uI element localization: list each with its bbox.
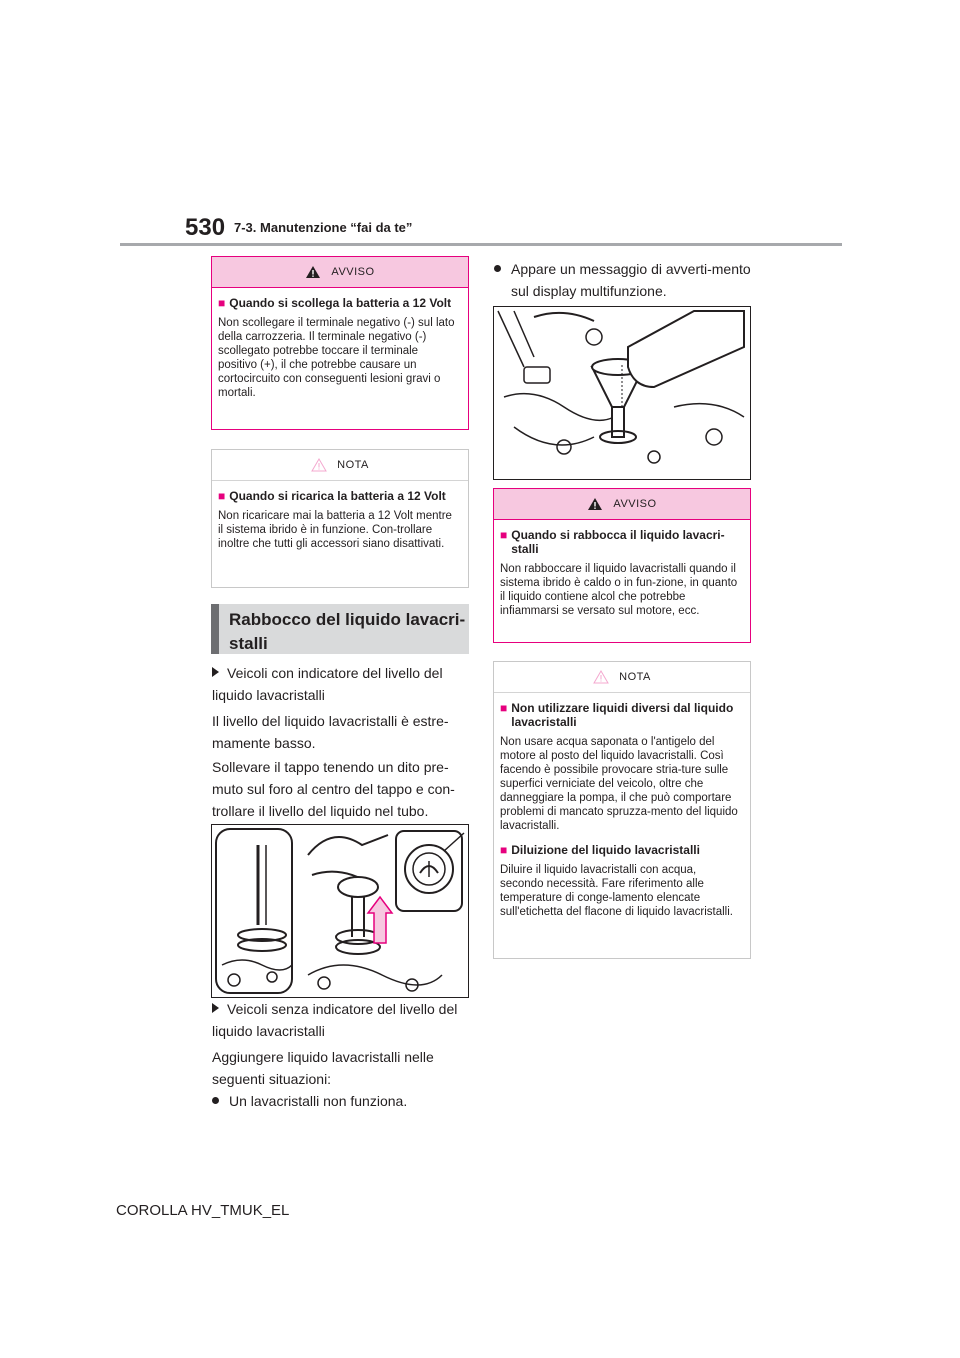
page-number: 530 (185, 214, 226, 241)
note-box-title: NOTA (337, 459, 369, 471)
note-box-subtitle-other-fluids: ■ Non utilizzare liquidi diversi dal liquido lavacristalli (500, 701, 734, 729)
arrow-icon (212, 667, 219, 677)
warning-box-title: AVVISO (613, 498, 657, 510)
bullet-washer-not-working-text: Un lavacristalli non funziona. (229, 1093, 408, 1109)
warning-box-text: Non rabboccare il liquido lavacristalli quando il sistema ibrido è caldo o in fun-zione, in quanto il liquido contiene alcol che potrebbe infiammarsi se versato sul motore, ecc. (500, 563, 738, 617)
bullet-warning-message-text: Appare un messaggio di avverti-mento sul display multifunzione. (511, 261, 751, 299)
warning-triangle-icon (305, 265, 321, 279)
section-heading-text: Rabbocco del liquido lavacri-stalli (229, 610, 466, 653)
note-box-fluid (493, 661, 751, 959)
warning-box-title: AVVISO (331, 266, 375, 278)
arrow-icon (212, 1003, 219, 1013)
item-without-indicator (212, 998, 472, 1042)
note-box-text-dilution: Diluire il liquido lavacristalli con acqua, secondo necessità. Fare riferimento alle temperature di conge-lamento elencate sull'etichetta del flacone di liquido lavacristalli. (500, 864, 733, 918)
note-box-header (494, 662, 750, 693)
note-box-header (212, 450, 468, 481)
paragraph-lift-cap: Sollevare il tappo tenendo un dito pre-muto sul foro al centro del tappo e con-trollare il livello del liquido nel tubo. (212, 759, 455, 819)
paragraph-level-low: Il livello del liquido lavacristalli è estre-mamente basso. (212, 713, 449, 751)
warning-box-battery-disconnect (211, 256, 469, 430)
warning-box-subtitle: ■ Quando si scollega la batteria a 12 Volt (218, 296, 452, 310)
caution-triangle-icon (593, 670, 609, 684)
caution-triangle-icon (311, 458, 327, 472)
note-box-text: Non ricaricare mai la batteria a 12 Volt mentre il sistema ibrido è in funzione. Con-trollare inoltre che tutti gli accessori siano disattivati. (218, 510, 452, 550)
item-with-indicator-text: Veicoli con indicatore del livello del liquido lavacristalli (212, 665, 443, 703)
paragraph-add-fluid: Aggiungere liquido lavacristalli nelle seguenti situazioni: (212, 1049, 434, 1087)
footer-model-code: COROLLA HV_TMUK_EL (116, 1202, 290, 1219)
warning-triangle-icon (587, 497, 603, 511)
warning-box-header (494, 489, 750, 520)
bullet-icon (212, 1097, 219, 1104)
note-box-battery-charge (211, 449, 469, 588)
washer-cap-illustration (212, 825, 468, 997)
note-box-title: NOTA (619, 671, 651, 683)
header-divider (120, 243, 842, 246)
section-title: 7-3. Manutenzione “fai da te” (234, 220, 413, 235)
bullet-washer-not-working (212, 1090, 472, 1112)
warning-box-text: Non scollegare il terminale negativo (-) sul lato della carrozzeria. Il terminale negativo (-) scollegato potrebbe toccare il terminale positivo (+), il che potrebbe causare un cortocircuito con conseguenti lesioni gravi o mortali. (218, 317, 455, 399)
bullet-warning-message (494, 258, 761, 302)
bullet-icon (494, 265, 501, 272)
item-without-indicator-text: Veicoli senza indicatore del livello del liquido lavacristalli (212, 1001, 458, 1039)
section-heading (211, 604, 469, 654)
note-box-text-other-fluids: Non usare acqua saponata o l'antigelo del motore al posto del liquido lavacristalli. Così facendo è possibile provocare stria-ture sulle superfici verniciate del veicolo, oltre che danneggiare la pompa, il che può comportare problemi di mancato spruzza-mento del liquido lavacristalli. (500, 736, 738, 832)
warning-box-subtitle: ■ Quando si rabbocca il liquido lavacri-stalli (500, 528, 725, 556)
pouring-fluid-illustration (494, 307, 750, 479)
warning-box-header (212, 257, 468, 288)
figure-washer-cap-indicator (211, 824, 469, 998)
note-box-subtitle-dilution: ■ Diluizione del liquido lavacristalli (500, 843, 700, 857)
warning-box-refill (493, 488, 751, 643)
note-box-subtitle: ■ Quando si ricarica la batteria a 12 Volt (218, 489, 446, 503)
item-with-indicator (212, 662, 472, 706)
figure-pouring-washer-fluid (493, 306, 751, 480)
